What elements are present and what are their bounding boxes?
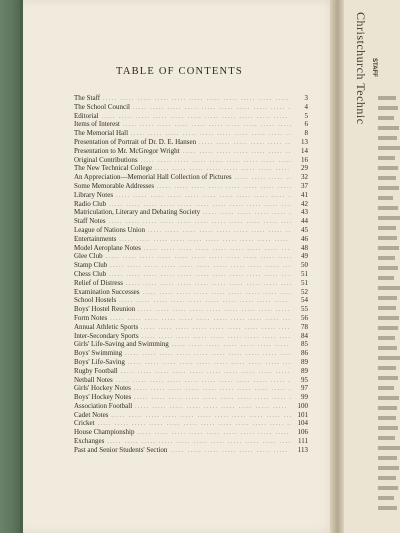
toc-entry bbox=[74, 164, 308, 173]
toc-entry bbox=[74, 138, 308, 147]
toc-entry-title: Library Notes bbox=[74, 190, 114, 199]
toc-entry-title: Editorial bbox=[74, 111, 99, 120]
toc-entry-page: 100 bbox=[297, 401, 308, 410]
toc-entry-page: 29 bbox=[301, 164, 308, 173]
toc-entry-title: Girls' Hockey Notes bbox=[74, 384, 131, 393]
toc-entry bbox=[74, 173, 308, 182]
book-spine bbox=[0, 0, 20, 533]
toc-entry bbox=[74, 208, 308, 217]
toc-entry-title: An Appreciation—Memorial Hall Collection of Pictures bbox=[74, 173, 232, 182]
toc-entry-title: Rugby Football bbox=[74, 366, 118, 375]
toc-entry-title: The School Council bbox=[74, 102, 130, 111]
toc-entry-page: 45 bbox=[301, 225, 308, 234]
toc-entry bbox=[74, 349, 308, 358]
toc-entry-title: School Hostels bbox=[74, 296, 117, 305]
toc-entry-title: Chess Club bbox=[74, 269, 107, 278]
toc-entry-page: 99 bbox=[301, 393, 308, 402]
toc-entry-title: Annual Athletic Sports bbox=[74, 322, 139, 331]
toc-entry-title: Inter-Secondary Sports bbox=[74, 331, 139, 340]
toc-entry bbox=[74, 296, 308, 305]
toc-entry-page: 113 bbox=[297, 445, 308, 454]
toc-entry bbox=[74, 129, 308, 138]
toc-entry bbox=[74, 94, 308, 103]
toc-entry-page: 14 bbox=[301, 146, 308, 155]
toc-entry-title: Presentation of Portrait of Dr. D. E. Hansen bbox=[74, 137, 197, 146]
toc-entry-page: 49 bbox=[301, 252, 308, 261]
toc-entry-page: 44 bbox=[301, 217, 308, 226]
toc-entry-page: 55 bbox=[301, 305, 308, 314]
toc-entry bbox=[74, 235, 308, 244]
toc-entry-title: The Staff bbox=[74, 94, 101, 102]
toc-entry-title: Original Contributions bbox=[74, 155, 138, 164]
toc-entry bbox=[74, 305, 308, 314]
toc-entry-title: Past and Senior Students' Section bbox=[74, 445, 168, 454]
toc-entry-page: 101 bbox=[297, 410, 308, 419]
toc-entry-page: 106 bbox=[297, 428, 308, 437]
toc-entry-title: Some Memorable Addresses bbox=[74, 181, 155, 190]
toc-entry-page: 51 bbox=[301, 278, 308, 287]
toc-entry bbox=[74, 428, 308, 437]
toc-entry-page: 97 bbox=[301, 384, 308, 393]
toc-entry bbox=[74, 402, 308, 411]
toc-entry-page: 37 bbox=[301, 181, 308, 190]
page-gutter bbox=[330, 0, 344, 533]
toc-entry-title: Cricket bbox=[74, 419, 95, 428]
toc-entry bbox=[74, 419, 308, 428]
toc-entry bbox=[74, 446, 308, 455]
toc-entry bbox=[74, 191, 308, 200]
toc-entry-title: Items of Interest bbox=[74, 120, 120, 129]
toc-heading: TABLE OF CONTENTS bbox=[116, 66, 243, 77]
toc-entry-page: 78 bbox=[301, 322, 308, 331]
toc-entry-page: 5 bbox=[304, 111, 308, 120]
toc-entry-page: 46 bbox=[301, 234, 308, 243]
toc-entry-title: Staff Notes bbox=[74, 217, 106, 226]
toc-entry-title: Girls' Life-Saving and Swimming bbox=[74, 340, 169, 349]
toc-entry-title: Matriculation, Literary and Debating Society bbox=[74, 208, 201, 217]
right-page-title: Christchurch Technic bbox=[354, 12, 368, 125]
toc-entry-title: Netball Notes bbox=[74, 375, 113, 384]
toc-entry bbox=[74, 182, 308, 191]
toc-entry bbox=[74, 279, 308, 288]
right-page-subheading: STAFF bbox=[371, 58, 377, 77]
toc-entry-page: 43 bbox=[301, 208, 308, 217]
toc-entry-title: Boys' Swimming bbox=[74, 349, 123, 358]
toc-entry-page: 56 bbox=[301, 313, 308, 322]
toc-entry-title: Entertainments bbox=[74, 234, 117, 243]
toc-entry-title: Form Notes bbox=[74, 313, 108, 322]
toc-entry-title: The New Technical College bbox=[74, 164, 153, 173]
toc-entry-page: 6 bbox=[304, 120, 308, 129]
toc-entry bbox=[74, 217, 308, 226]
toc-entry bbox=[74, 437, 308, 446]
toc-entry-page: 16 bbox=[301, 155, 308, 164]
toc-entry-page: 8 bbox=[304, 129, 308, 138]
toc-entry-title: Stamp Club bbox=[74, 261, 108, 270]
toc-entry-title: Association Football bbox=[74, 401, 133, 410]
toc-entry-title: Relief of Distress bbox=[74, 278, 123, 287]
toc-entry bbox=[74, 244, 308, 253]
toc-entry-page: 48 bbox=[301, 243, 308, 252]
toc-entry-page: 51 bbox=[301, 269, 308, 278]
toc-entry-title: Boys' Hostel Reunion bbox=[74, 305, 136, 314]
toc-entry-page: 85 bbox=[301, 340, 308, 349]
toc-entry bbox=[74, 120, 308, 129]
toc-entry-page: 104 bbox=[297, 419, 308, 428]
toc-entry-page: 89 bbox=[301, 357, 308, 366]
toc-entry bbox=[74, 147, 308, 156]
toc-entry bbox=[74, 103, 308, 112]
toc-entry-page: 111 bbox=[298, 437, 308, 446]
toc-entry-title: The Memorial Hall bbox=[74, 129, 129, 138]
toc-entry-title: Boys' Life-Saving bbox=[74, 357, 125, 366]
toc-entry-page: 42 bbox=[301, 199, 308, 208]
toc-entry-page: 86 bbox=[301, 349, 308, 358]
toc-entry-page: 52 bbox=[301, 287, 308, 296]
toc-entry-title: Radio Club bbox=[74, 199, 107, 208]
toc-entry bbox=[74, 358, 308, 367]
toc-entry bbox=[74, 270, 308, 279]
toc-entry-page: 95 bbox=[301, 375, 308, 384]
toc-entry bbox=[74, 156, 308, 165]
toc-entry-title: Presentation to Mr. McGregor Wright bbox=[74, 146, 180, 155]
toc-entry-title: League of Nations Union bbox=[74, 225, 145, 234]
toc-entry-page: 54 bbox=[301, 296, 308, 305]
toc-entry bbox=[74, 367, 308, 376]
toc-entry bbox=[74, 288, 308, 297]
toc-entry bbox=[74, 332, 308, 341]
toc-entry-title: Glee Club bbox=[74, 252, 103, 261]
toc-entry-title: Exchanges bbox=[74, 437, 105, 446]
toc-entry bbox=[74, 340, 308, 349]
toc-entry-page: 32 bbox=[301, 173, 308, 182]
toc-entry bbox=[74, 393, 308, 402]
toc-entry-page: 41 bbox=[301, 190, 308, 199]
toc-entry bbox=[74, 261, 308, 270]
toc-list bbox=[74, 94, 308, 455]
toc-entry-title: Boys' Hockey Notes bbox=[74, 393, 132, 402]
toc-entry bbox=[74, 252, 308, 261]
right-page-faint-text bbox=[378, 96, 400, 516]
toc-entry bbox=[74, 376, 308, 385]
toc-entry-page: 50 bbox=[301, 261, 308, 270]
toc-leader-dots bbox=[170, 447, 291, 456]
toc-entry-page: 13 bbox=[301, 137, 308, 146]
toc-entry bbox=[74, 411, 308, 420]
toc-entry bbox=[74, 112, 308, 121]
toc-entry-page: 89 bbox=[301, 366, 308, 375]
toc-entry-title: Examination Successes bbox=[74, 287, 140, 296]
toc-entry-page: 4 bbox=[304, 102, 308, 111]
toc-entry-page: 84 bbox=[301, 331, 308, 340]
toc-entry-page: 3 bbox=[304, 94, 308, 102]
toc-entry-title: Cadet Notes bbox=[74, 410, 109, 419]
toc-entry-title: House Championship bbox=[74, 428, 135, 437]
toc-entry bbox=[74, 314, 308, 323]
toc-entry-title: Model Aeroplane Notes bbox=[74, 243, 141, 252]
toc-entry bbox=[74, 226, 308, 235]
toc-entry bbox=[74, 323, 308, 332]
toc-entry bbox=[74, 200, 308, 209]
toc-entry bbox=[74, 384, 308, 393]
